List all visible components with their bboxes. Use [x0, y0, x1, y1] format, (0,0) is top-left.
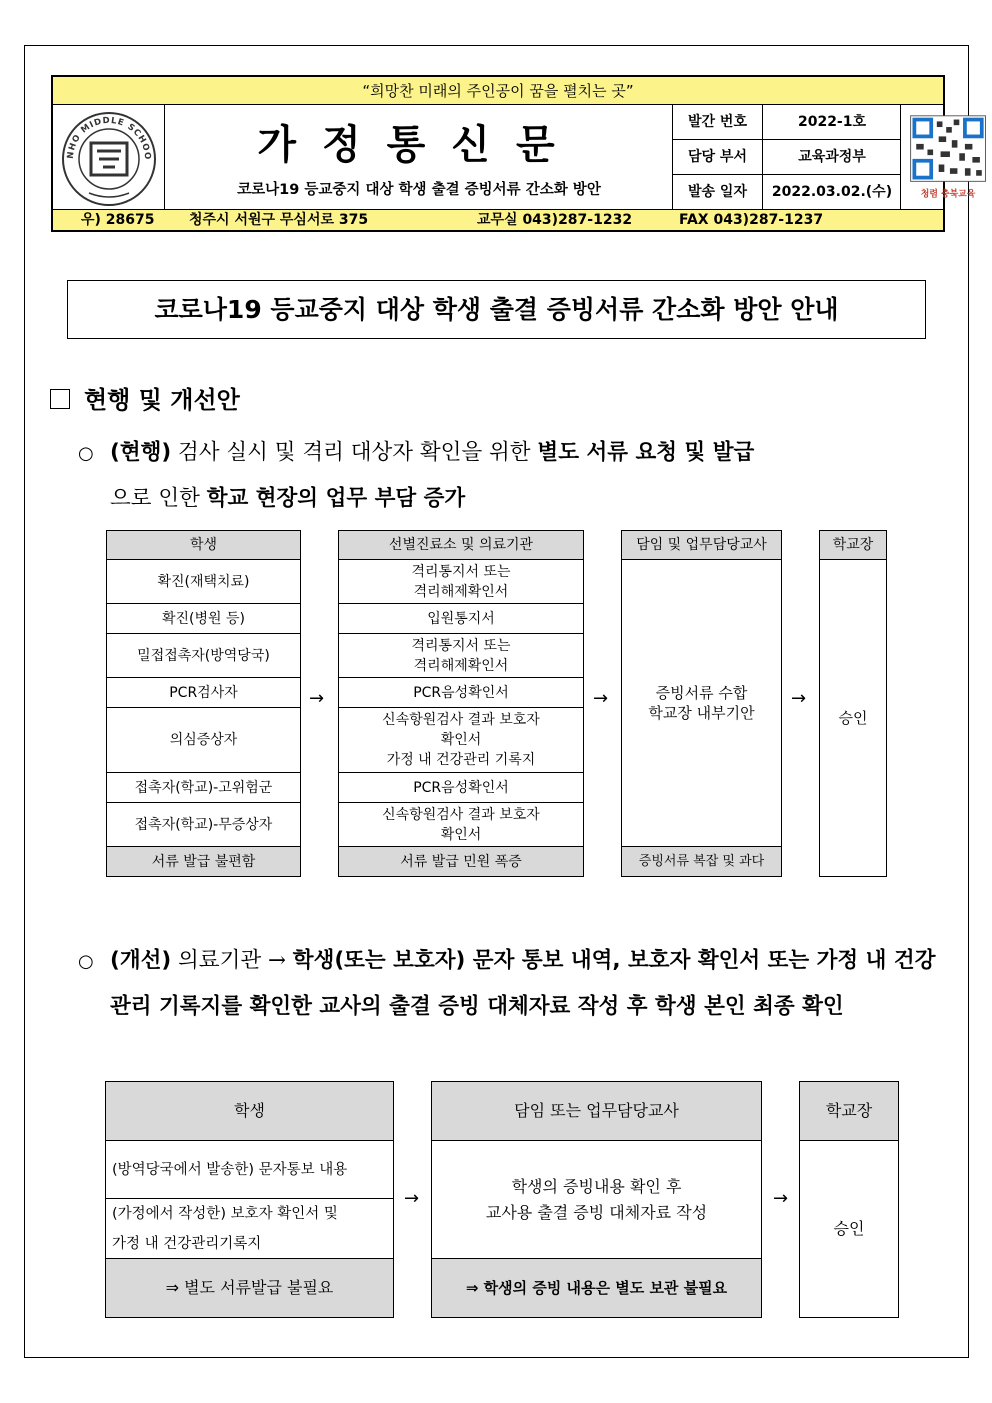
meta-row-date	[673, 175, 901, 210]
table-cell: 확진(재택치료)	[107, 560, 300, 604]
table-header: 학교장	[800, 1082, 898, 1141]
arrow-right-icon: →	[773, 1188, 789, 1209]
arrow-right-icon: →	[404, 1188, 420, 1209]
table-footer: ⇒ 별도 서류발급 불필요	[106, 1259, 393, 1317]
page-title: 가정통신문	[257, 121, 581, 168]
table-cell: PCR음성확인서	[339, 678, 583, 708]
masthead	[51, 75, 976, 232]
table-cell: 승인	[838, 709, 868, 727]
teacher-column	[431, 1081, 762, 1318]
principal-column	[799, 1081, 899, 1318]
section-heading-text: 현행 및 개선안	[84, 386, 240, 414]
current-label: (현행)	[110, 440, 172, 465]
current-situation-paragraph	[78, 430, 944, 521]
table-cell: 의심증상자	[107, 708, 300, 773]
office-phone: 교무실 043)287-1232	[477, 212, 633, 228]
checkbox-square-icon	[50, 389, 70, 409]
meta-label: 담당 부서	[673, 140, 763, 174]
current-text: 으로 인한	[110, 486, 207, 511]
current-emphasis: 별도 서류 요청 및 발급	[537, 440, 755, 465]
main-heading: 코로나19 등교중지 대상 학생 출결 증빙서류 간소화 방안 안내	[67, 280, 926, 339]
principal-column	[819, 530, 887, 877]
svg-text:청렴 충북교육: 청렴 충북교육	[920, 189, 976, 200]
table-cell: 증빙서류 수합 학교장 내부기안	[622, 560, 781, 847]
fax-number: FAX 043)287-1237	[679, 212, 824, 228]
publication-meta	[673, 105, 901, 209]
title-cell	[165, 105, 673, 209]
meta-value: 2022-1호	[797, 114, 867, 130]
address-bar	[53, 209, 943, 230]
bullet-circle-icon: ○	[78, 443, 94, 464]
arrow-right-icon: →	[309, 688, 325, 709]
arrow-right-icon: →	[791, 688, 807, 709]
table-footer: 서류 발급 민원 폭증	[339, 847, 583, 876]
street-address: 청주시 서원구 무심서로 375	[189, 212, 369, 228]
current-text: 검사 실시 및 격리 대상자 확인을 위한	[171, 440, 538, 465]
improvement-paragraph	[78, 938, 944, 1029]
svg-text:UNHO MIDDLE SCHOOL: NHO MIDDLE SCHOO	[65, 115, 153, 161]
bullet-circle-icon: ○	[78, 951, 94, 972]
table-cell: 격리통지서 또는 격리해제확인서	[339, 634, 583, 678]
table-footer: 서류 발급 불편함	[107, 847, 300, 876]
table-footer: 증빙서류 복잡 및 과다	[622, 847, 781, 876]
student-column	[106, 530, 301, 877]
clinic-column	[338, 530, 584, 877]
table-cell: 신속항원검사 결과 보호자 확인서	[339, 803, 583, 847]
table-header: 학생	[107, 531, 300, 560]
qr-code-icon[interactable]	[905, 105, 992, 209]
table-cell: PCR음성확인서	[339, 773, 583, 803]
meta-label: 발간 번호	[673, 105, 763, 139]
table-cell: 확진(병원 등)	[107, 604, 300, 634]
meta-label: 발송 일자	[673, 175, 763, 210]
current-emphasis: 학교 현장의 업무 부담 증가	[206, 486, 466, 511]
table-cell: 격리통지서 또는 격리해제확인서	[339, 560, 583, 604]
teacher-column	[621, 530, 782, 877]
meta-value: 교육과정부	[798, 149, 866, 165]
table-cell: 신속항원검사 결과 보호자 확인서 가정 내 건강관리 기록지	[339, 708, 583, 773]
table-cell: (방역당국에서 발송한) 문자통보 내용	[106, 1141, 393, 1199]
improved-emphasis: 학생(또는 보호자) 문자 통보 내역, 보호자 확인서 또는 가정 내 건강관리 기록지를 확인한 교사의 출결 증빙 대체자료 작성 후 학생 본인 최종 확인	[110, 948, 936, 1019]
meta-row-issue	[673, 105, 901, 140]
improved-label: (개선)	[110, 948, 172, 973]
table-footer: ⇒ 학생의 증빙 내용은 별도 보관 불필요	[432, 1259, 761, 1317]
table-header: 선별진료소 및 의료기관	[339, 531, 583, 560]
school-logo-cell	[53, 105, 165, 209]
table-cell: 접촉자(학교)-무증상자	[107, 803, 300, 847]
table-cell: 승인	[833, 1219, 865, 1238]
student-column	[105, 1081, 394, 1318]
slogan: “희망찬 미래의 주인공이 꿈을 펼치는 곳”	[53, 77, 943, 105]
table-cell: PCR검사자	[107, 678, 300, 708]
table-cell: (가정에서 작성한) 보호자 확인서 및 가정 내 건강관리기록지	[106, 1199, 393, 1259]
page-subtitle: 코로나19 등교중지 대상 학생 출결 증빙서류 간소화 방안	[237, 182, 601, 198]
meta-row-dept	[673, 140, 901, 175]
table-header: 학생	[106, 1082, 393, 1141]
qr-cell	[901, 105, 976, 209]
table-cell: 학생의 증빙내용 확인 후 교사용 출결 증빙 대체자료 작성	[432, 1141, 761, 1259]
table-header: 담임 및 업무담당교사	[622, 531, 781, 560]
section-heading	[50, 380, 240, 415]
table-cell: 접촉자(학교)-고위험군	[107, 773, 300, 803]
table-header: 담임 또는 업무담당교사	[432, 1082, 761, 1141]
school-seal-icon	[53, 105, 165, 209]
table-cell: 입원통지서	[339, 604, 583, 634]
improved-text: 의료기관 →	[171, 948, 293, 973]
table-cell: 밀접접촉자(방역당국)	[107, 634, 300, 678]
postal-code: 우) 28675	[81, 212, 155, 228]
arrow-right-icon: →	[593, 688, 609, 709]
table-header: 학교장	[820, 531, 886, 560]
meta-value: 2022.03.02.(수)	[771, 184, 893, 200]
